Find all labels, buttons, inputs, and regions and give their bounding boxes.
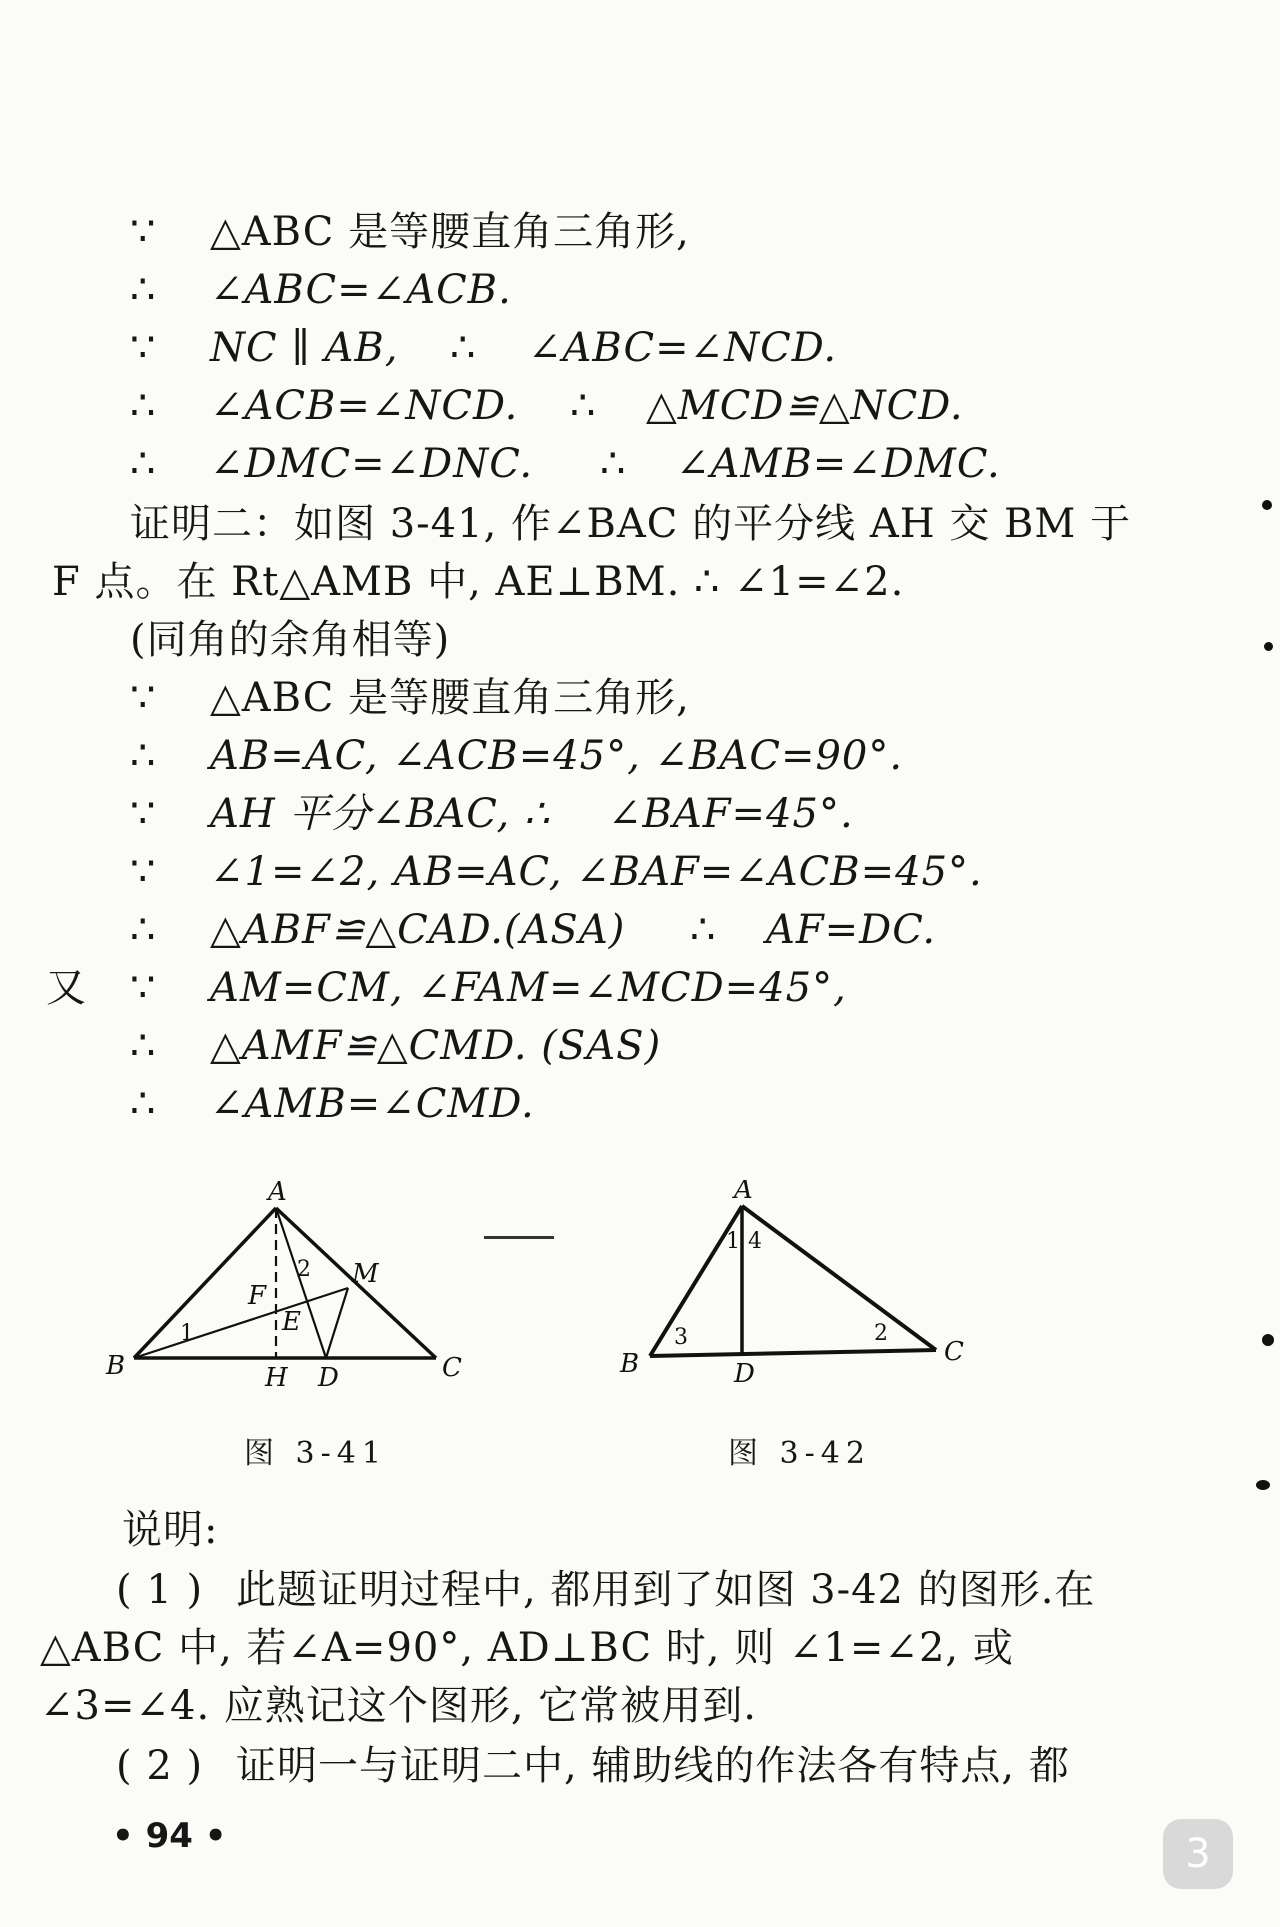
explanation-heading: 说明: [122,1507,219,1553]
label-d: D [318,1363,339,1393]
label-a: A [734,1180,753,1205]
label-f: F [248,1281,267,1311]
because-symbol: ∵ [130,675,156,721]
scan-speck [1256,1480,1270,1490]
scan-speck [1262,500,1272,510]
segment-dm [326,1288,348,1358]
proof1-line3a: NC ∥ AB, [210,325,399,371]
figure-3-42 [610,1180,990,1400]
angle-label-3: 3 [674,1325,688,1350]
proof1-line4b: △MCD≌△NCD. [646,383,964,429]
proof2-line7: △AMF≌△CMD. (SAS) [210,1023,662,1069]
proof2-line4: ∠1=∠2, AB=AC, ∠BAF=∠ACB=45°. [210,849,983,895]
label-d: D [734,1359,755,1389]
therefore-symbol: ∴ [130,267,156,313]
therefore-symbol: ∴ [130,1023,156,1069]
item-number-1: ( 1 ) [116,1567,204,1613]
label-e: E [282,1307,301,1337]
label-c: C [442,1353,462,1383]
auxiliary-lines [134,1208,348,1358]
proof1-line2: ∠ABC=∠ACB. [210,267,512,313]
proof2-line3b: ∠BAF=45°. [608,791,854,837]
proof2-line1: △ABC 是等腰直角三角形, [210,675,690,721]
figure-caption-3-41: 图 3-41 [244,1436,387,1471]
angle-label-1: 1 [180,1321,194,1346]
proof2-line5b: AF=DC. [766,907,937,953]
triangle-abc [650,1206,936,1356]
because-symbol: ∵ [130,849,156,895]
because-symbol: ∵ [130,209,156,255]
proof1-line4a: ∠ACB=∠NCD. [210,383,519,429]
also-prefix: 又 [46,965,87,1011]
therefore-symbol: ∴ [450,325,476,371]
proof1-line5b: ∠AMB=∠DMC. [676,441,1001,487]
figure-caption-3-42: 图 3-42 [728,1436,871,1471]
explanation-p2-line1: 证明一与证明二中, 辅助线的作法各有特点, 都 [236,1743,1070,1789]
therefore-symbol: ∴ [130,907,156,953]
label-c: C [944,1337,964,1367]
angle-label-4: 4 [748,1229,762,1254]
angle-label-2: 2 [297,1257,311,1282]
proof1-line5a: ∠DMC=∠DNC. [210,441,534,487]
therefore-symbol: ∴ [130,1081,156,1127]
therefore-symbol: ∴ [600,441,626,487]
because-symbol: ∵ [130,965,156,1011]
page-number: • 94 • [112,1816,227,1856]
explanation-p1-line2: △ABC 中, 若∠A=90°, AD⊥BC 时, 则 ∠1=∠2, 或 [40,1625,1014,1671]
therefore-symbol: ∴ [130,383,156,429]
proof2-line3a: AH 平分∠BAC, ∴ [210,791,551,837]
explanation-p1-line3: ∠3=∠4. 应熟记这个图形, 它常被用到. [40,1683,758,1729]
proof2-line8: ∠AMB=∠CMD. [210,1081,535,1127]
proof1-line1: △ABC 是等腰直角三角形, [210,209,690,255]
label-m: M [352,1259,379,1289]
therefore-symbol: ∴ [130,441,156,487]
proof2-line6: AM=CM, ∠FAM=∠MCD=45°, [210,965,847,1011]
proof1-line3b: ∠ABC=∠NCD. [528,325,838,371]
scan-mark [484,1236,554,1239]
proof2-note: (同角的余角相等) [130,617,451,663]
explanation-p1-line1: 此题证明过程中, 都用到了如图 3-42 的图形.在 [236,1567,1096,1613]
therefore-symbol: ∴ [690,907,716,953]
proof2-line5a: △ABF≌△CAD.(ASA) [210,907,626,953]
because-symbol: ∵ [130,791,156,837]
because-symbol: ∵ [130,325,156,371]
therefore-symbol: ∴ [130,733,156,779]
proof2-intro-line1: 证明二：如图 3-41, 作∠BAC 的平分线 AH 交 BM 于 [130,501,1132,547]
label-h: H [265,1363,288,1393]
angle-label-2: 2 [874,1321,888,1346]
page-badge[interactable]: 3 [1163,1819,1233,1889]
therefore-symbol: ∴ [570,383,596,429]
figure-3-41 [90,1180,510,1400]
angle-label-1: 1 [726,1229,740,1254]
scan-speck [1264,642,1273,651]
label-a: A [268,1180,287,1207]
scan-speck [1262,1334,1274,1346]
proof2-line2: AB=AC, ∠ACB=45°, ∠BAC=90°. [210,733,904,779]
proof2-intro-line2: F 点。在 Rt△AMB 中, AE⊥BM. ∴ ∠1=∠2. [52,559,905,605]
label-b: B [106,1351,126,1381]
label-b: B [620,1349,640,1379]
item-number-2: ( 2 ) [116,1743,204,1789]
